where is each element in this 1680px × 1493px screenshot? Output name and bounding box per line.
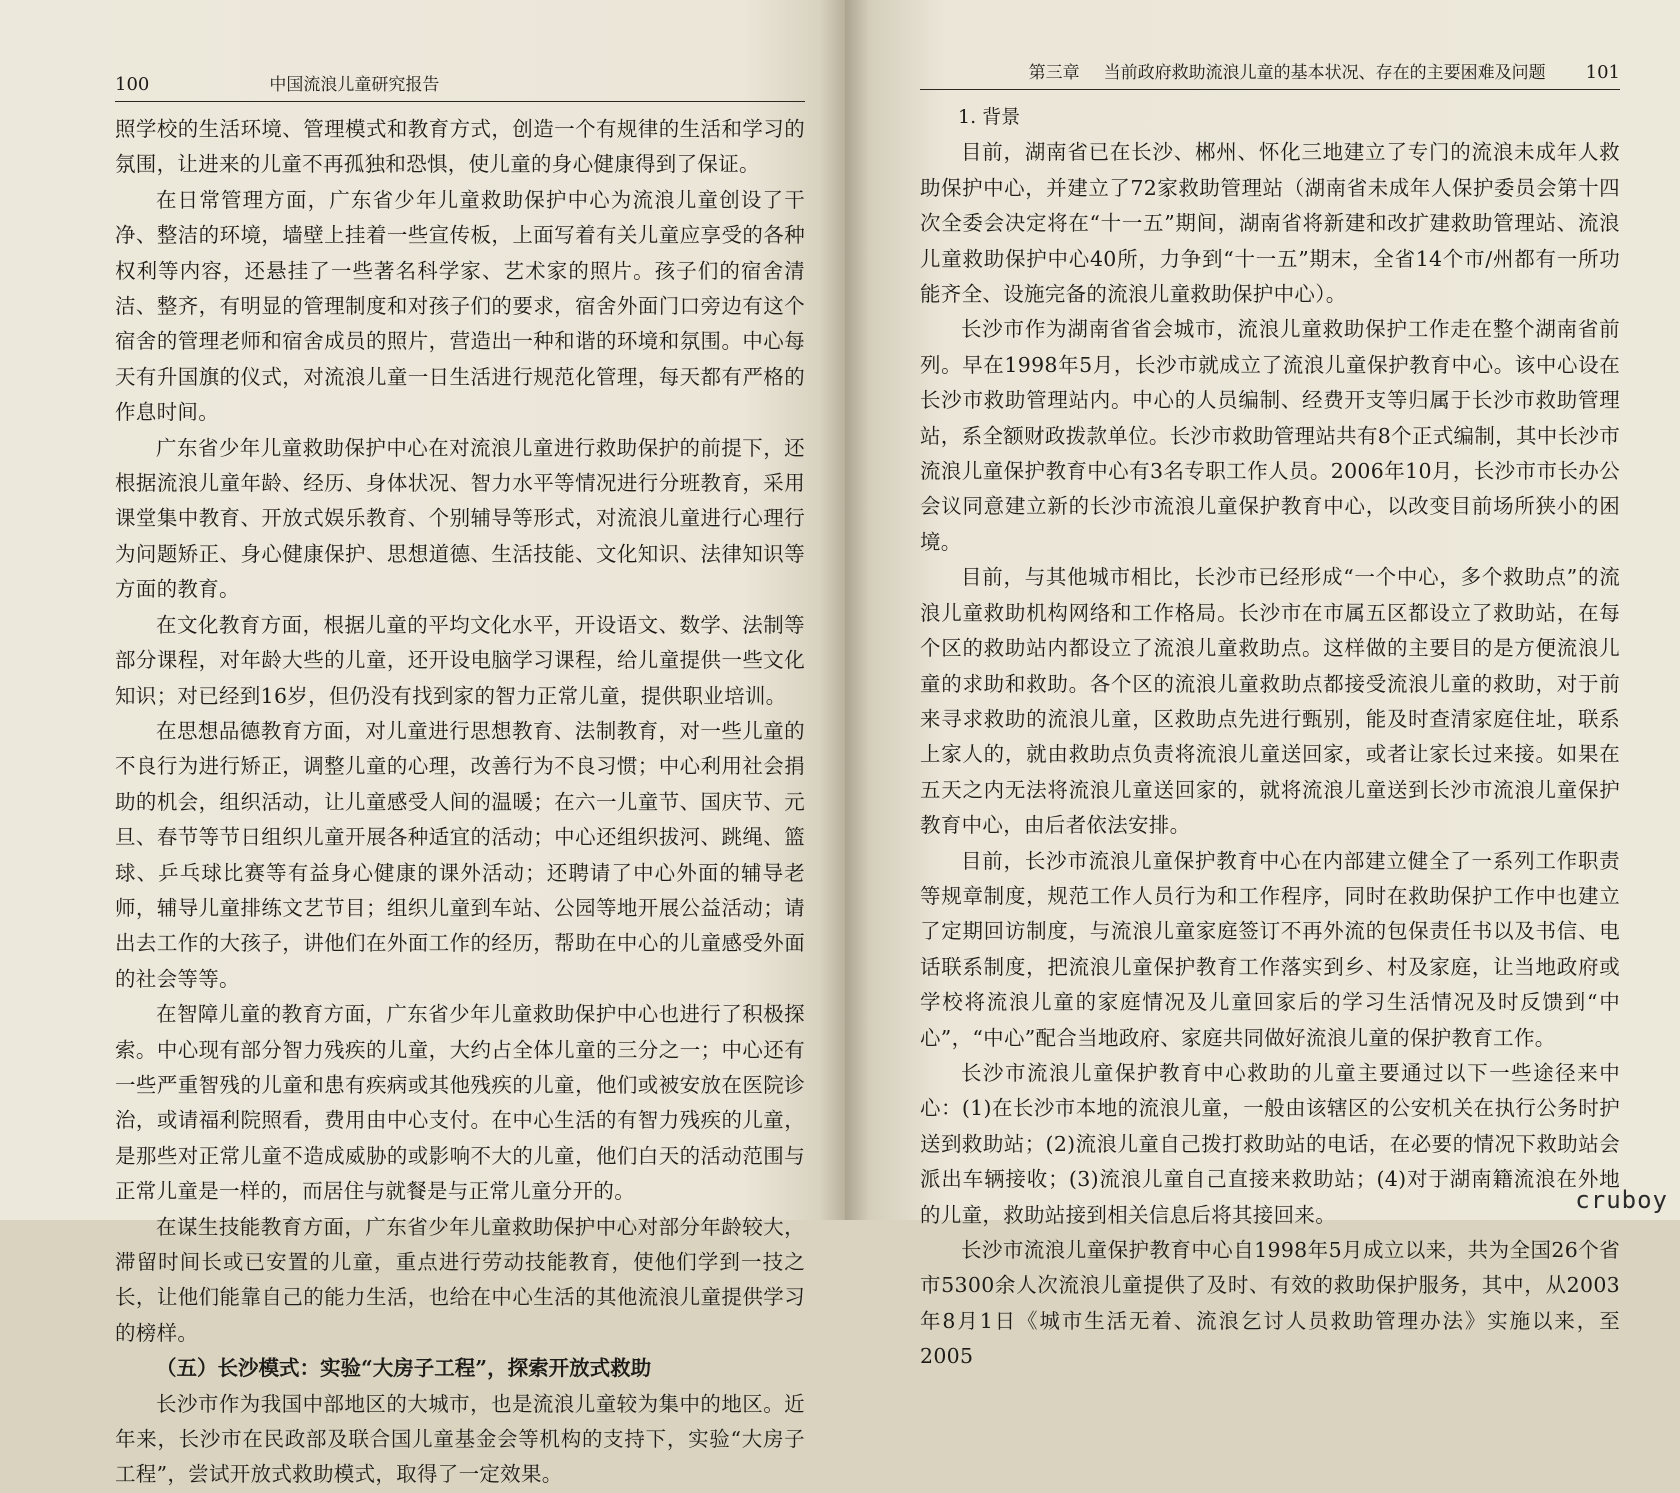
right-page-body xyxy=(920,100,1620,1375)
paragraph: 在文化教育方面，根据儿童的平均文化水平，开设语文、数学、法制等部分课程，对年龄大些的儿童，还开设电脑学习课程，给儿童提供一些文化知识；对已经到16岁，但仍没有找到家的智力正常儿童，提供职业培训。 xyxy=(115,612,805,708)
paragraph: 在谋生技能教育方面，广东省少年儿童救助保护中心对部分年龄较大，滞留时间长或已安置的儿童，重点进行劳动技能教育，使他们学到一技之长，让他们能靠自己的能力生活，也给在中心生活的其他流浪儿童提供学习的榜样。 xyxy=(115,1214,805,1345)
left-page-header xyxy=(115,70,805,102)
paragraph: 长沙市流浪儿童保护教育中心救助的儿童主要通过以下一些途径来中心：(1)在长沙市本地的流浪儿童，一般由该辖区的公安机关在执行公务时护送到救助站；(2)流浪儿童自己拨打救助站的电话，在必要的情况下救助站会派出车辆接收；(3)流浪儿童自己直接来救助站；(4)对于湖南籍流浪在外地的儿童，救助站接到相关信息后将其接回来。 xyxy=(920,1060,1620,1227)
paragraph: 目前，湖南省已在长沙、郴州、怀化三地建立了专门的流浪未成年人救助保护中心，并建立了72家救助管理站（湖南省未成年人保护委员会第十四次全委会决定将在“十一五”期间，湖南省将新建和改扩建救助管理站、流浪儿童救助保护中心40所，力争到“十一五”期末，全省14个市/州都有一所功能齐全、设施完备的流浪儿童救助保护中心）。 xyxy=(920,140,1620,307)
paragraph: 长沙市作为湖南省省会城市，流浪儿童救助保护工作走在整个湖南省前列。早在1998年5月，长沙市就成立了流浪儿童保护教育中心。该中心设在长沙市救助管理站内。中心的人员编制、经费开支等归属于长沙市救助管理站，系全额财政拨款单位。长沙市救助管理站共有8个正式编制，其中长沙市流浪儿童保护教育中心有3名专职工作人员。2006年10月，长沙市市长办公会议同意建立新的长沙市流浪儿童保护教育中心，以改变目前场所狭小的困境。 xyxy=(920,317,1620,554)
paragraph: 照学校的生活环境、管理模式和教育方式，创造一个有规律的生活和学习的氛围，让进来的儿童不再孤独和恐惧，使儿童的身心健康得到了保证。 xyxy=(115,117,805,177)
watermark: cruboy xyxy=(1575,1186,1668,1214)
subheading: 1. 背景 xyxy=(958,106,1021,128)
paragraph: 在思想品德教育方面，对儿童进行思想教育、法制教育，对一些儿童的不良行为进行矫正，调整儿童的心理，改善行为不良习惯；中心利用社会捐助的机会，组织活动，让儿童感受人间的温暖；在六一儿童节、国庆节、元旦、春节等节日组织儿童开展各种适宜的活动；中心还组织拔河、跳绳、篮球、乒乓球比赛等有益身心健康的课外活动；还聘请了中心外面的辅导老师，辅导儿童排练文艺节目；组织儿童到车站、公园等地开展公益活动；请出去工作的大孩子，讲他们在外面工作的经历，帮助在中心的儿童感受外面的社会等等。 xyxy=(115,718,805,991)
right-page xyxy=(845,0,1680,1369)
paragraph: 在智障儿童的教育方面，广东省少年儿童救助保护中心也进行了积极探索。中心现有部分智力残疾的儿童，大约占全体儿童的三分之一；中心还有一些严重智残的儿童和患有疾病或其他残疾的儿童，他们或被安放在医院诊治，或请福利院照看，费用由中心支付。在中心生活的有智力残疾的儿童，是那些对正常儿童不造成威胁的或影响不大的儿童，他们白天的活动范围与正常儿童是一样的，而居住与就餐是与正常儿童分开的。 xyxy=(115,1002,805,1204)
paragraph: 广东省少年儿童救助保护中心在对流浪儿童进行救助保护的前提下，还根据流浪儿童年龄、经历、身体状况、智力水平等情况进行分班教育，采用课堂集中教育、开放式娱乐教育、个别辅导等形式，对流浪儿童进行心理行为问题矫正、身心健康保护、思想道德、生活技能、文化知识、法律知识等方面的教育。 xyxy=(115,435,805,602)
paragraph: 长沙市作为我国中部地区的大城市，也是流浪儿童较为集中的地区。近年来，长沙市在民政部及联合国儿童基金会等机构的支持下，实验“大房子工程”，尝试开放式救助模式，取得了一定效果。 xyxy=(115,1391,805,1487)
running-title-right: 当前政府救助流浪儿童的基本状况、存在的主要困难及问题 xyxy=(1103,63,1546,83)
page-number-right: 101 xyxy=(1585,62,1620,83)
left-page-body xyxy=(115,112,805,1493)
chapter-label: 第三章 xyxy=(1028,63,1080,83)
paragraph: 长沙市流浪儿童保护教育中心自1998年5月成立以来，共为全国26个省市5300余人次流浪儿童提供了及时、有效的救助保护服务，其中，从2003年8月1日《城市生活无着、流浪乞讨人员救助管理办法》实施以来，至2005 xyxy=(920,1238,1620,1369)
running-title-left: 中国流浪儿童研究报告 xyxy=(269,75,440,95)
page-number-left: 100 xyxy=(115,74,150,95)
section-heading: （五）长沙模式：实验“大房子工程”，探索开放式救助 xyxy=(156,1356,652,1381)
paragraph: 目前，长沙市流浪儿童保护教育中心在内部建立健全了一系列工作职责等规章制度，规范工作人员行为和工作程序，同时在救助保护工作中也建立了定期回访制度，与流浪儿童家庭签订不再外流的包保责任书以及书信、电话联系制度，把流浪儿童保护教育工作落实到乡、村及家庭，让当地政府或学校将流浪儿童的家庭情况及儿童回家后的学习生活情况及时反馈到“中心”，“中心”配合当地政府、家庭共同做好流浪儿童的保护教育工作。 xyxy=(920,848,1620,1050)
paragraph: 在日常管理方面，广东省少年儿童救助保护中心为流浪儿童创设了干净、整洁的环境，墙壁上挂着一些宣传板，上面写着有关儿童应享受的各种权利等内容，还悬挂了一些著名科学家、艺术家的照片。孩子们的宿舍清洁、整齐，有明显的管理制度和对孩子们的要求，宿舍外面门口旁边有这个宿舍的管理老师和宿舍成员的照片，营造出一种和谐的环境和氛围。中心每天有升国旗的仪式，对流浪儿童一日生活进行规范化管理，每天都有严格的作息时间。 xyxy=(115,187,805,425)
paragraph: 目前，与其他城市相比，长沙市已经形成“一个中心，多个救助点”的流浪儿童救助机构网络和工作格局。长沙市在市属五区都设立了救助站，在每个区的救助站内都设立了流浪儿童救助点。这样做的主要目的是方便流浪儿童的求助和救助。各个区的流浪儿童救助点都接受流浪儿童的救助，对于前来寻求救助的流浪儿童，区救助点先进行甄别，能及时查清家庭住址，联系上家人的，就由救助点负责将流浪儿童送回家，或者让家长过来接。如果在五天之内无法将流浪儿童送回家的，就将流浪儿童送到长沙市流浪儿童保护教育中心，由后者依法安排。 xyxy=(920,565,1620,838)
right-page-header xyxy=(920,58,1620,90)
